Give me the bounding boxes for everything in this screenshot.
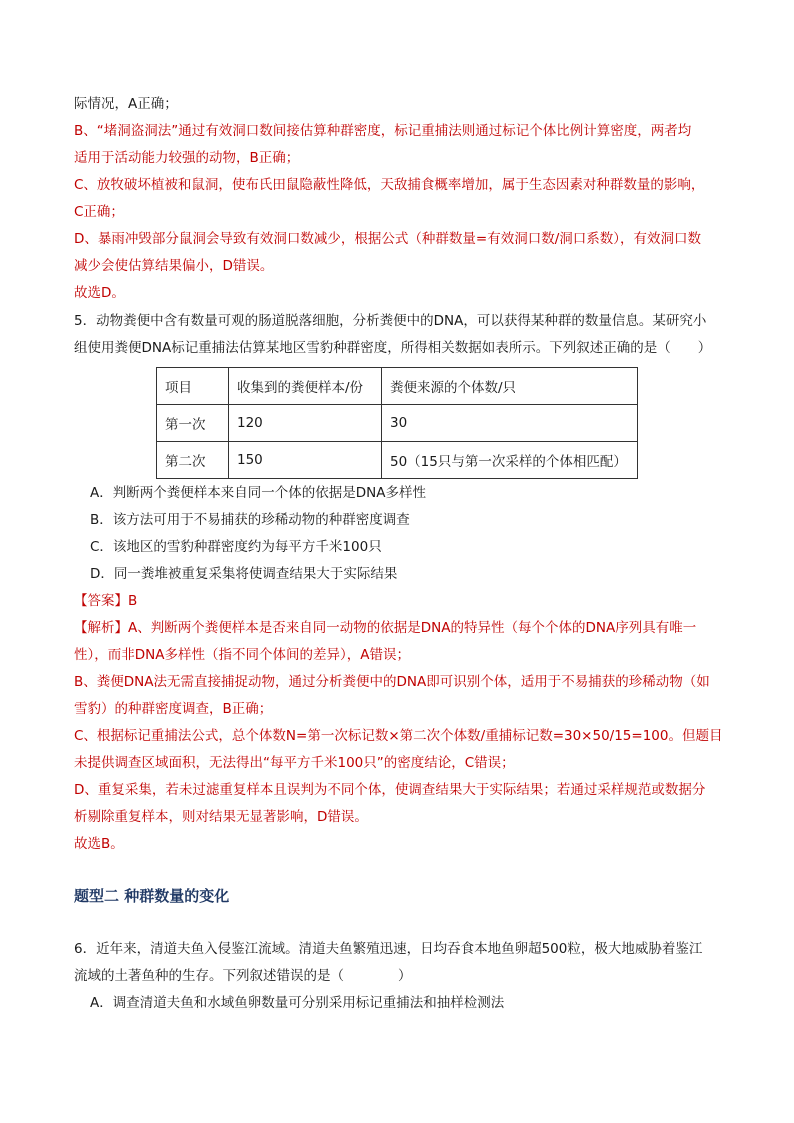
conclusion-line: 故选B。 <box>74 836 124 852</box>
table-header-row <box>157 368 638 405</box>
answer-line: 【答案】B <box>74 593 138 609</box>
analysis-line: 【解析】A、判断两个粪便样本是否来自同一动物的依据是DNA的特异性（每个个体的DNA序列具有唯一 <box>74 620 697 636</box>
question-5-table <box>156 367 638 479</box>
analysis-line: 雪豹）的种群密度调查，B正确； <box>74 701 273 717</box>
table-cell: 第一次 <box>157 405 229 442</box>
question-6-stem: 6．近年来，清道夫鱼入侵鉴江流域。清道夫鱼繁殖迅速，日均吞食本地鱼卵超500粒，极大地威胁着鉴江 <box>74 941 703 957</box>
option-d: D．同一粪堆被重复采集将使调查结果大于实际结果 <box>90 566 398 582</box>
question-5-stem: 组使用粪便DNA标记重捕法估算某地区雪豹种群密度，所得相关数据如表所示。下列叙述正确的是（ ） <box>74 340 712 356</box>
table-cell: 第二次 <box>157 442 229 479</box>
question-5-stem: 5．动物粪便中含有数量可观的肠道脱落细胞，分析粪便中的DNA，可以获得某种群的数量信息。某研究小 <box>74 313 707 329</box>
table-cell: 50（15只与第一次采样的个体相匹配） <box>382 442 638 479</box>
analysis-line: 减少会使估算结果偏小，D错误。 <box>74 258 274 274</box>
analysis-line: C、根据标记重捕法公式，总个体数N=第一次标记数×第二次个体数/重捕标记数=30×50/15=100。但题目 <box>74 728 723 744</box>
analysis-line: 性），而非DNA多样性（指不同个体间的差异），A错误； <box>74 647 410 663</box>
analysis-line: 适用于活动能力较强的动物，B正确； <box>74 150 300 166</box>
table-cell: 120 <box>229 405 382 442</box>
table-row <box>157 442 638 479</box>
table-cell: 30 <box>382 405 638 442</box>
option-c: C．该地区的雪豹种群密度约为每平方千米100只 <box>90 539 382 555</box>
analysis-line: C、放牧破坏植被和鼠洞，使布氏田鼠隐蔽性降低，天敌捕食概率增加，属于生态因素对种群数量的影响， <box>74 177 705 193</box>
analysis-line: 际情况，A正确； <box>74 96 178 112</box>
question-6-stem: 流域的土著鱼种的生存。下列叙述错误的是（ ） <box>74 968 412 984</box>
option-a: A．判断两个粪便样本来自同一个体的依据是DNA多样性 <box>90 485 426 501</box>
option-b: B．该方法可用于不易捕获的珍稀动物的种群密度调查 <box>90 512 410 528</box>
table-header-cell: 项目 <box>157 368 229 405</box>
table-header-cell: 收集到的粪便样本/份 <box>229 368 382 405</box>
analysis-line: D、重复采集，若未过滤重复样本且误判为不同个体，使调查结果大于实际结果；若通过采样规范或数据分 <box>74 782 706 798</box>
conclusion-line: 故选D。 <box>74 285 125 301</box>
table-cell: 150 <box>229 442 382 479</box>
option-a: A．调查清道夫鱼和水域鱼卵数量可分别采用标记重捕法和抽样检测法 <box>90 995 505 1011</box>
table-header-cell: 粪便来源的个体数/只 <box>382 368 638 405</box>
table-row <box>157 405 638 442</box>
analysis-line: B、粪便DNA法无需直接捕捉动物，通过分析粪便中的DNA即可识别个体，适用于不易捕获的珍稀动物（如 <box>74 674 710 690</box>
analysis-line: D、暴雨冲毁部分鼠洞会导致有效洞口数减少，根据公式（种群数量=有效洞口数/洞口系数），有效洞口数 <box>74 231 702 247</box>
section-title: 题型二 种群数量的变化 <box>74 887 230 905</box>
analysis-line: 析剔除重复样本，则对结果无显著影响，D错误。 <box>74 809 368 825</box>
analysis-line: B、“堵洞盗洞法”通过有效洞口数间接估算种群密度，标记重捕法则通过标记个体比例计算密度，两者均 <box>74 123 692 139</box>
analysis-line: 未提供调查区域面积，无法得出“每平方千米100只”的密度结论，C错误； <box>74 755 515 771</box>
analysis-line: C正确； <box>74 204 124 220</box>
